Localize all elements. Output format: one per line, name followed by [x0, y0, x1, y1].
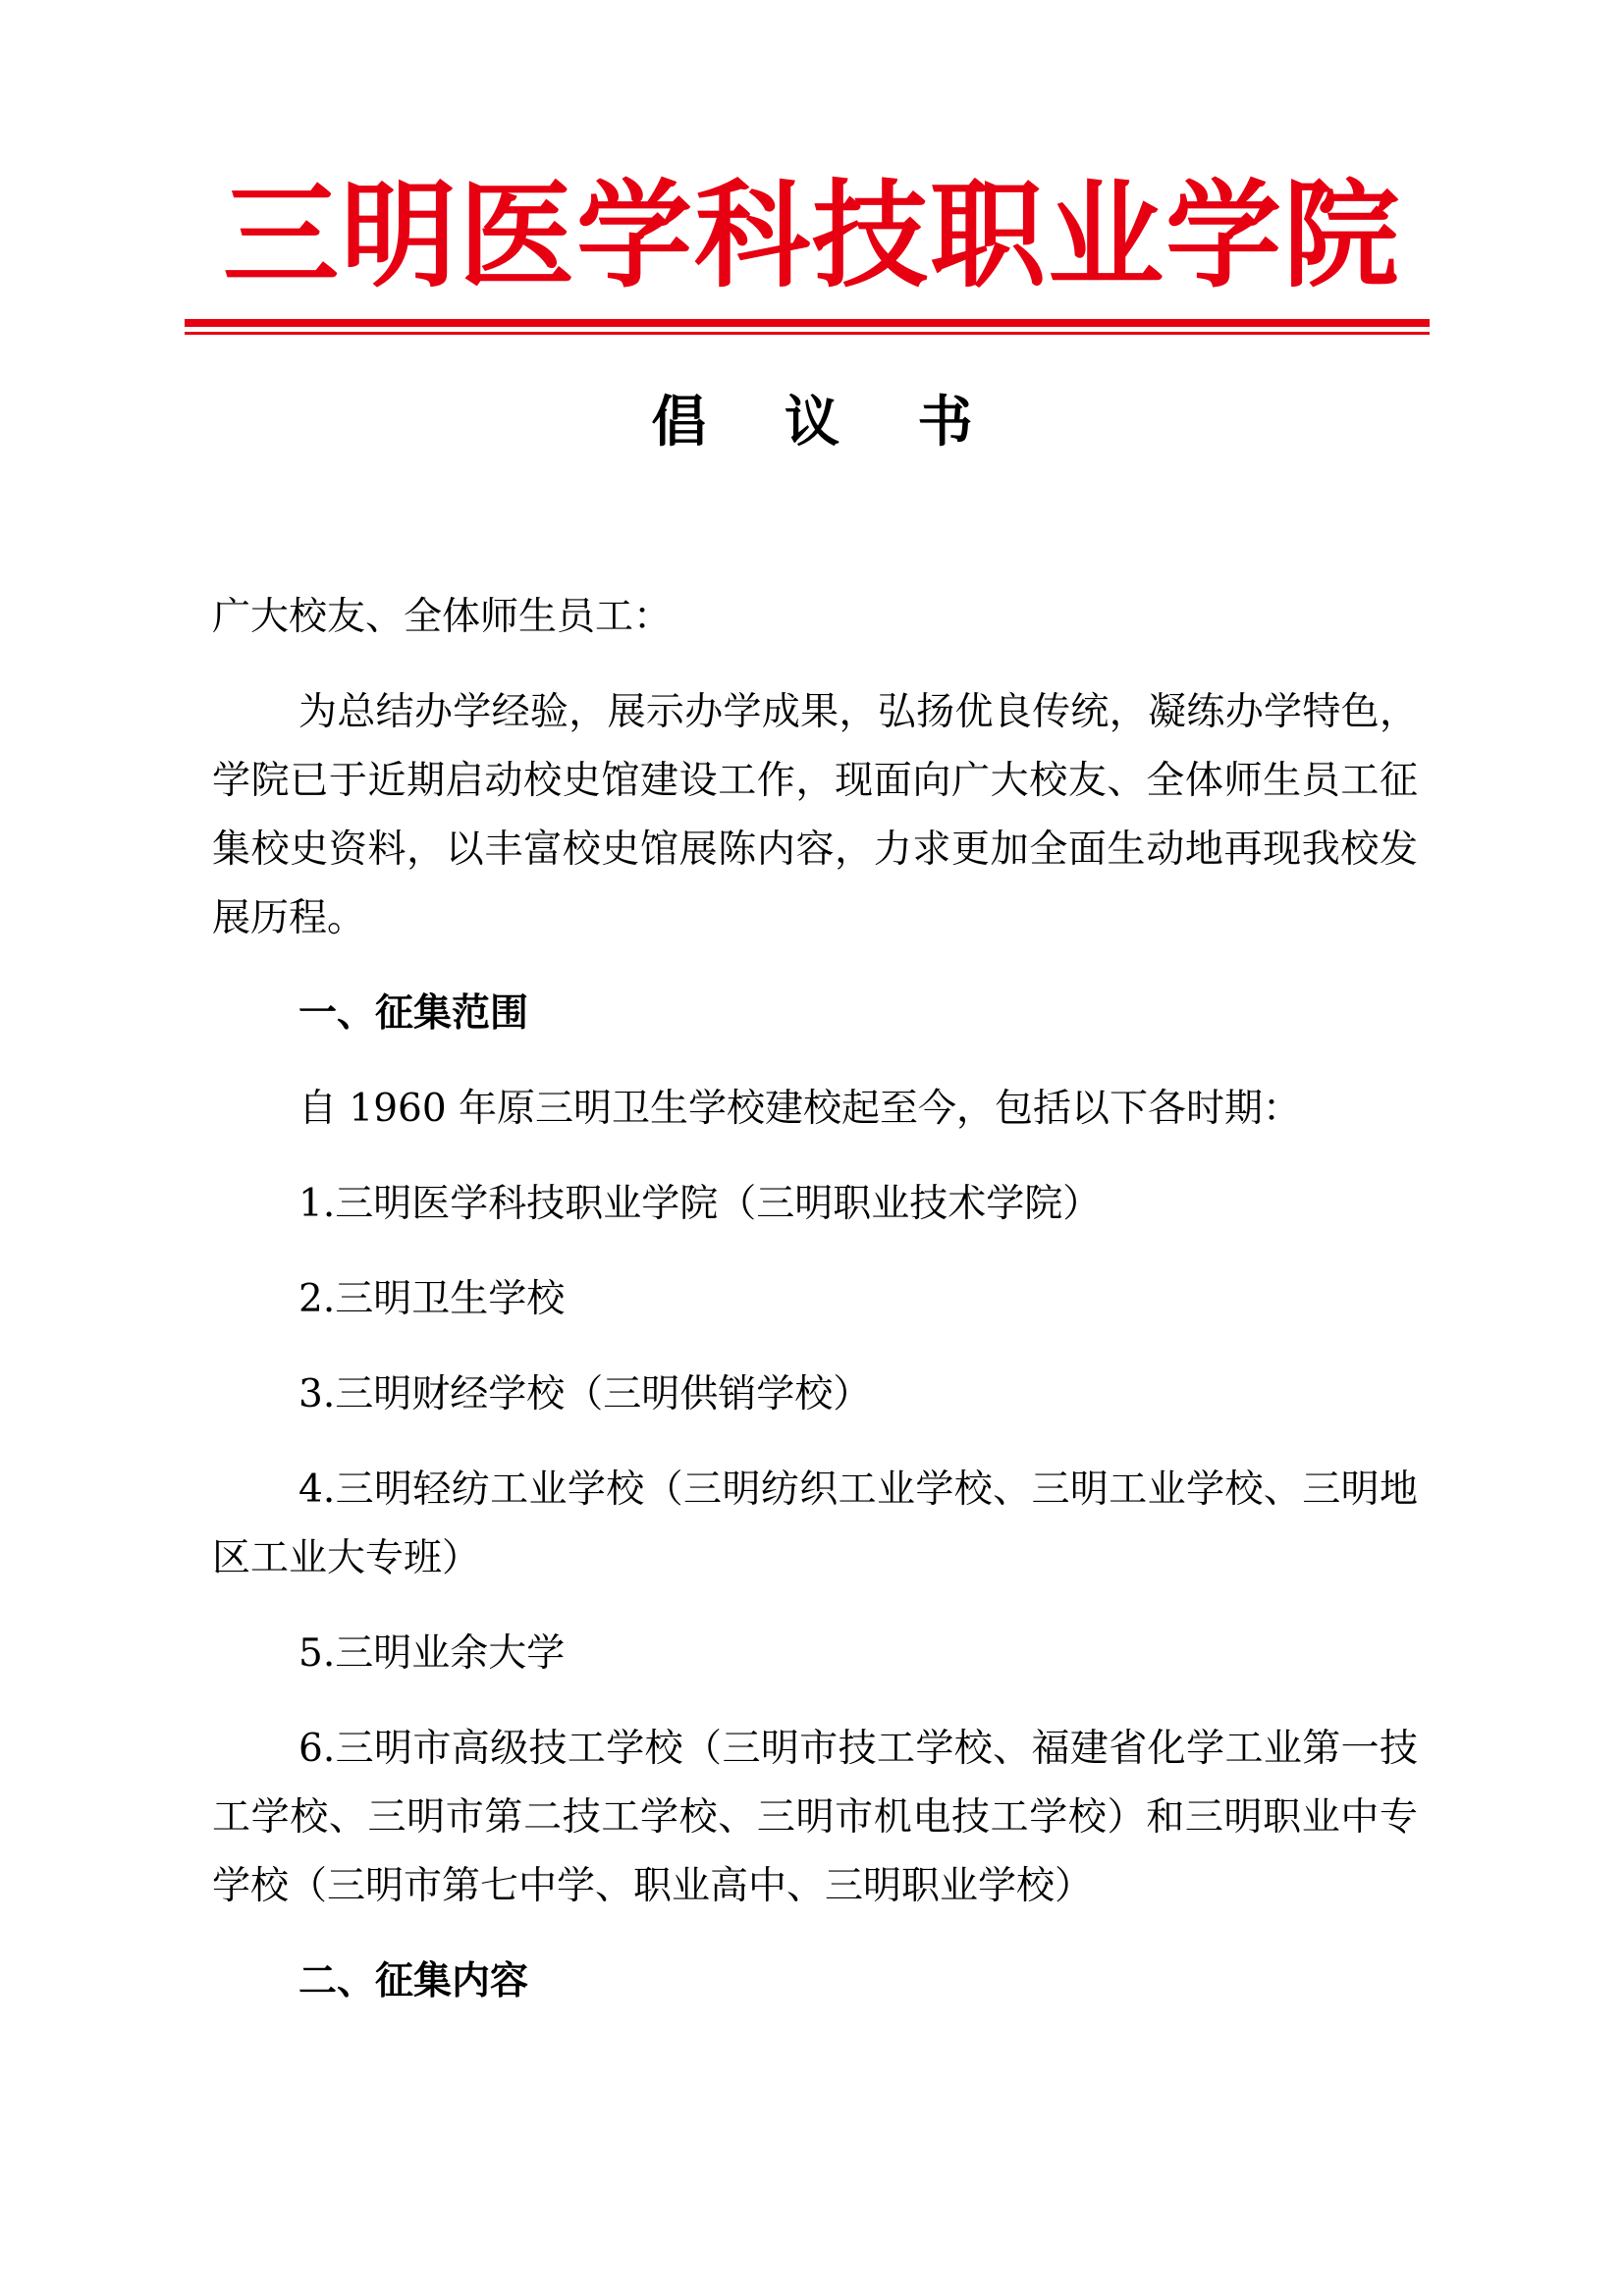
- section-heading-content: 二、征集内容: [298, 1959, 529, 2003]
- document-title: 倡 议 书: [651, 390, 1002, 454]
- scope-item: 2.三明卫生学校: [298, 1277, 566, 1321]
- letterhead-rule-thin: [185, 332, 1430, 335]
- scope-item: 4.三明轻纺工业学校（三明纺织工业学校、三明工业学校、三明地区工业大专班）: [212, 1468, 1418, 1580]
- salutation: 广大校友、全体师生员工：: [212, 595, 673, 639]
- scope-lead: 自 1960 年原三明卫生学校建校起至今，包括以下各时期：: [298, 1087, 1302, 1131]
- scope-item: 3.三明财经学校（三明供销学校）: [298, 1372, 872, 1416]
- scope-item: 6.三明市高级技工学校（三明市技工学校、福建省化学工业第一技工学校、三明市第二技工学校、三明市机电技工学校）和三明职业中专学校（三明市第七中学、职业高中、三明职业学校）: [212, 1727, 1418, 1908]
- intro-paragraph: 为总结办学经验，展示办学成果，弘扬优良传统，凝练办学特色，学院已于近期启动校史馆建设工作，现面向广大校友、全体师生员工征集校史资料，以丰富校史馆展陈内容，力求更加全面生动地再现我校发展历程。: [212, 690, 1418, 940]
- letterhead-rule-thick: [185, 319, 1430, 327]
- institution-letterhead: 三明医学科技职业学院: [222, 168, 1401, 303]
- scope-item: 5.三明业余大学: [298, 1631, 566, 1676]
- document-body: [212, 583, 1418, 2016]
- section-heading-scope: 一、征集范围: [298, 991, 529, 1036]
- scope-item: 1.三明医学科技职业学院（三明职业技术学院）: [298, 1182, 1102, 1226]
